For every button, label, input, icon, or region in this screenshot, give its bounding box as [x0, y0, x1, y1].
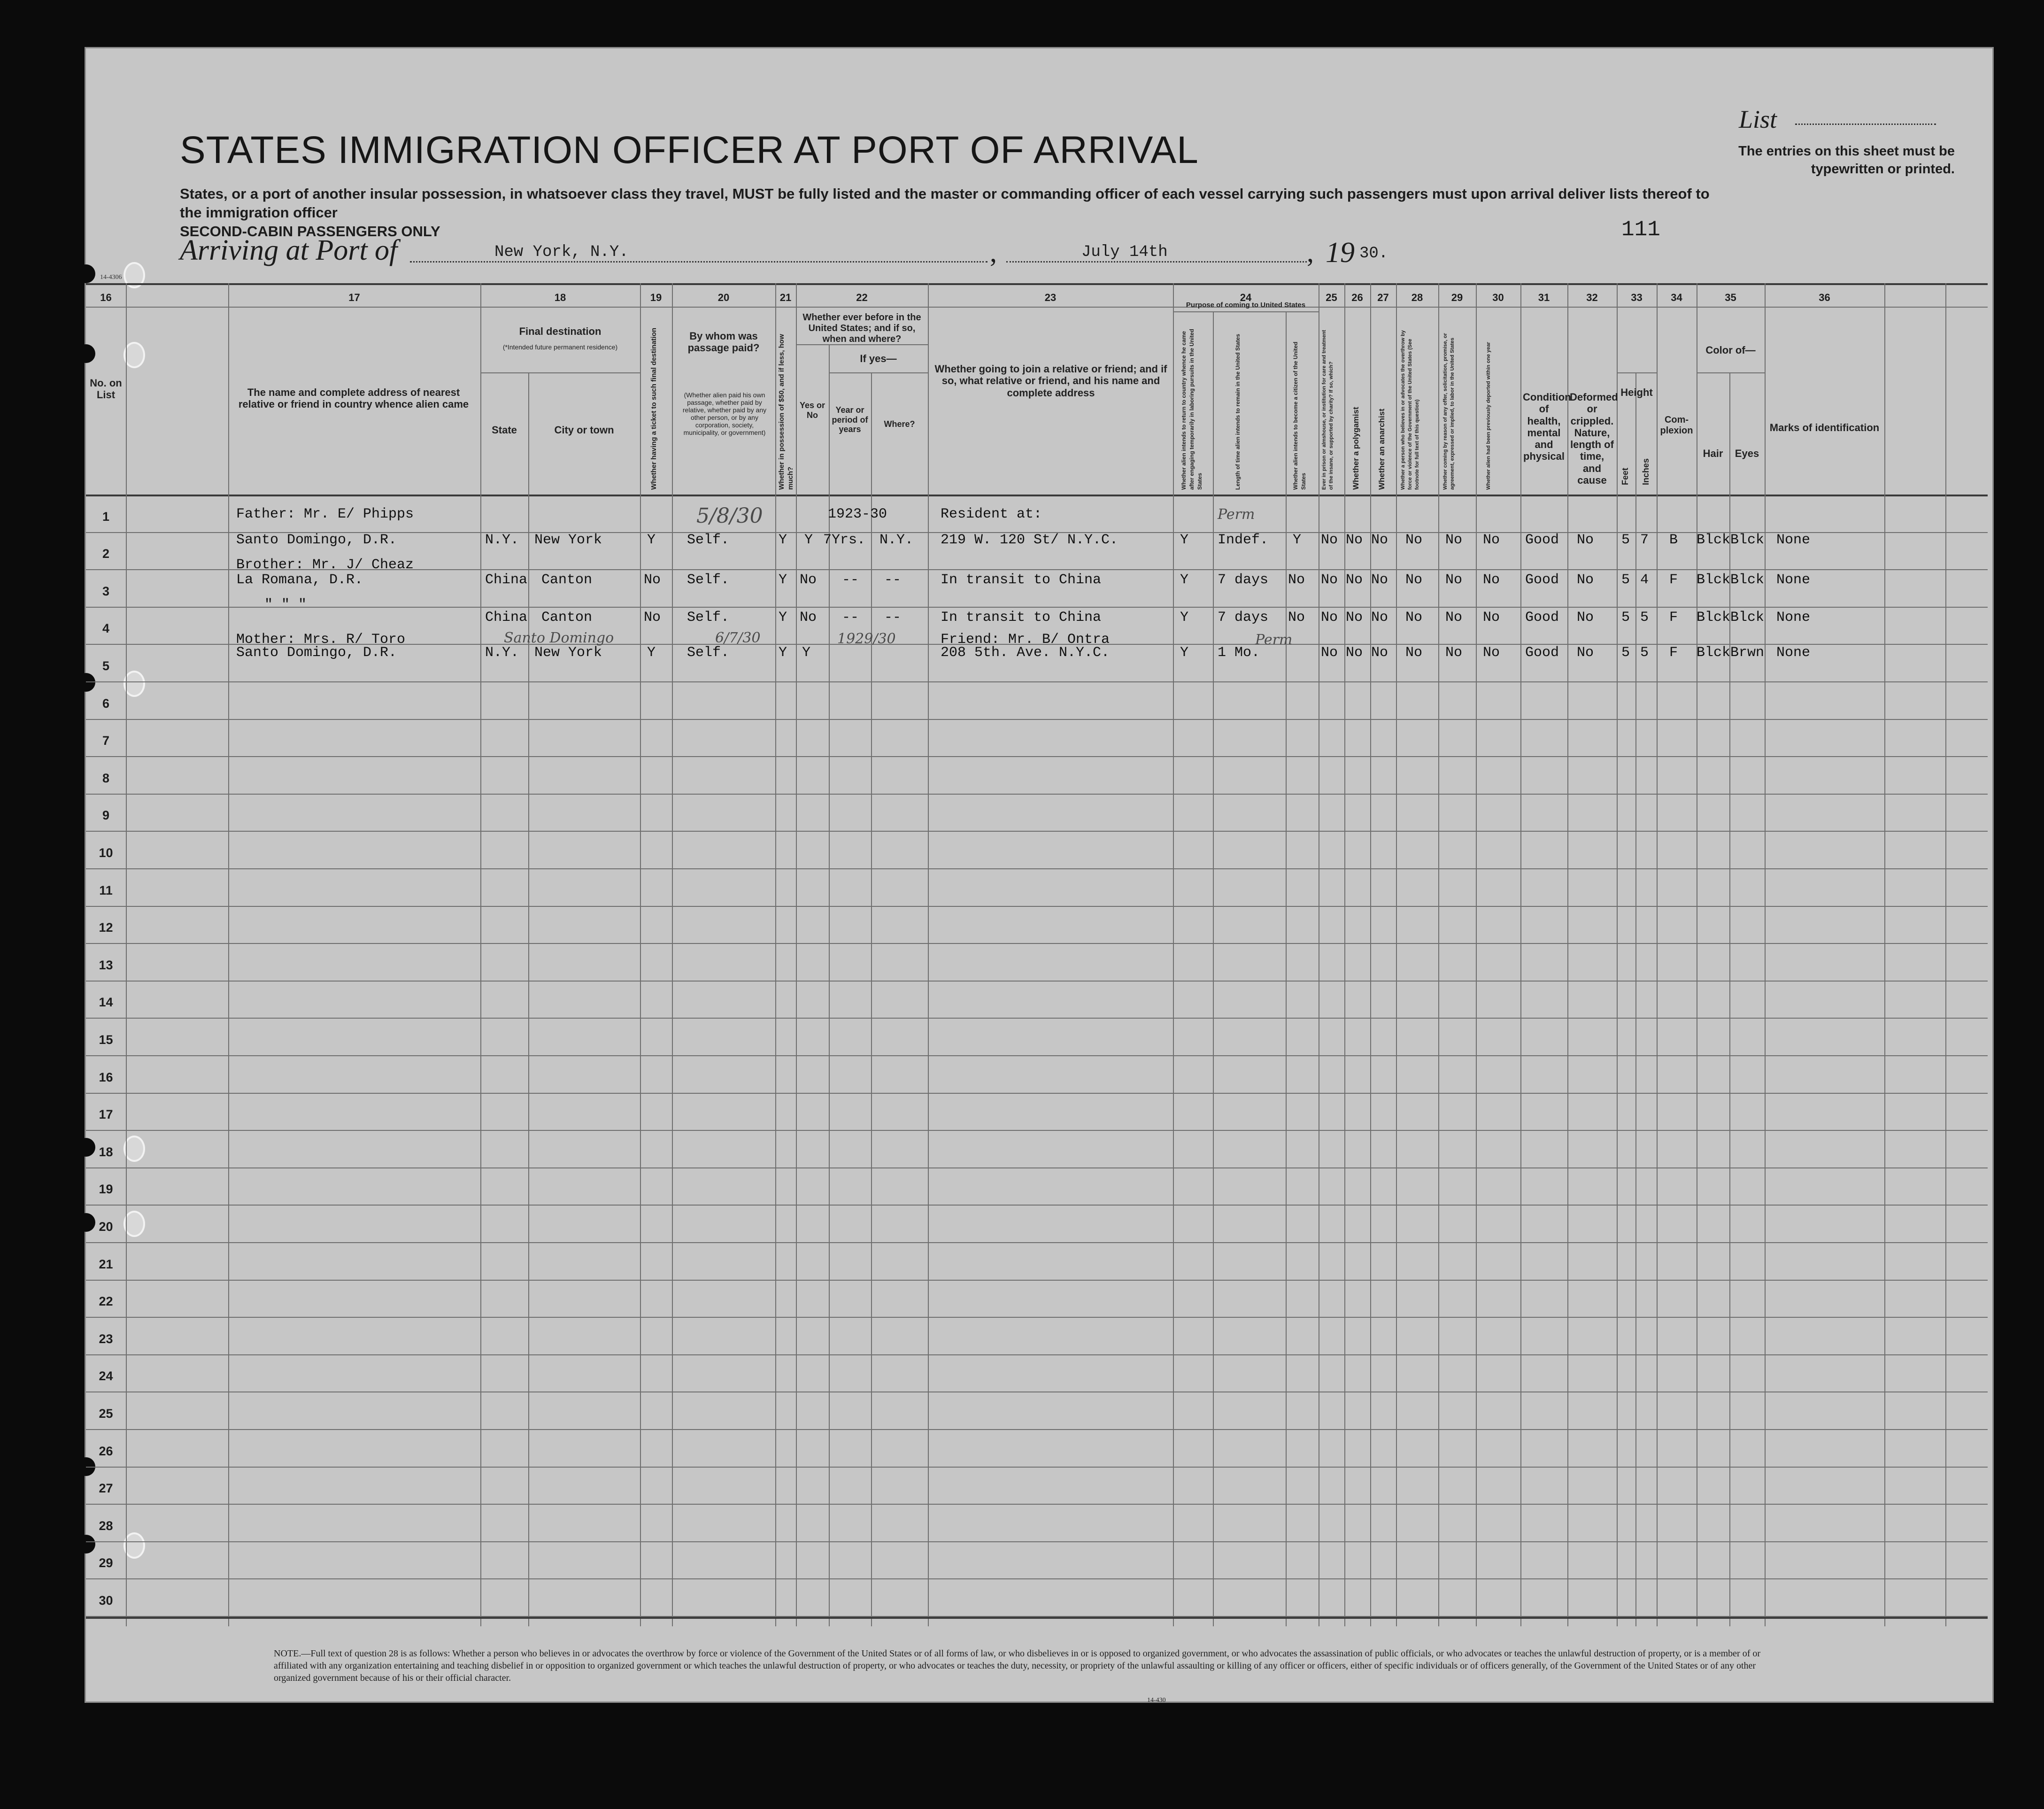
row-number: 11 [99, 883, 113, 897]
colnum-18: 18 [554, 292, 566, 303]
row4-handwritten-destination: Santo Domingo [504, 630, 614, 646]
row4-handwritten-date: 6/7/30 [715, 630, 761, 646]
row-number: 23 [99, 1331, 113, 1346]
row2-before: No [800, 572, 817, 588]
row-rule [86, 607, 1988, 608]
row4-handwritten-perm: Perm [1255, 632, 1293, 648]
row2-paid-by: Self. [687, 572, 730, 588]
colnum-24: 24 [1240, 292, 1252, 303]
header-no-on-list: No. on List [90, 377, 122, 401]
row-number: 1 [102, 509, 110, 524]
row-number: 3 [102, 584, 110, 598]
page-title: STATES IMMIGRATION OFFICER AT PORT OF ARRIVAL [180, 129, 1199, 171]
row2-prison: No [1321, 572, 1338, 588]
header-yes-no: Yes or No [799, 401, 825, 420]
binder-hole [77, 264, 95, 283]
row2-purpose-citizen: No [1288, 572, 1305, 588]
row1-years: 7Yrs. [823, 532, 866, 548]
row4-overthrow: No [1405, 645, 1423, 661]
row1-hair: Blck [1697, 532, 1731, 548]
row-number: 14 [99, 995, 113, 1010]
header-height: Height [1620, 387, 1653, 398]
row4-purpose-length: 1 Mo. [1218, 645, 1260, 661]
row3-purpose-return: Y [1180, 610, 1189, 626]
row-number: 13 [99, 958, 113, 972]
row3-joining-line1: In transit to China [941, 610, 1102, 626]
colnum-36: 36 [1819, 292, 1830, 303]
row2-labor-offer: No [1445, 572, 1463, 588]
row-number: 8 [102, 771, 110, 785]
row-number: 24 [99, 1369, 113, 1384]
row3-years: -- [842, 610, 859, 626]
colnum-31: 31 [1538, 292, 1550, 303]
row3-purpose-citizen: No [1288, 610, 1305, 626]
row1-health: Good [1525, 532, 1559, 548]
row4-money: Y [779, 645, 787, 661]
row-rule [86, 1467, 1988, 1468]
row3-overthrow: No [1405, 610, 1423, 626]
row3-inches: 5 [1640, 610, 1649, 626]
row4-eyes: Brwn [1730, 645, 1765, 661]
colnum-17: 17 [348, 292, 360, 303]
colnum-21: 21 [779, 292, 792, 303]
header-anarchist: Whether an anarchist [1377, 409, 1386, 490]
comma: , [990, 237, 997, 268]
colnum-30: 30 [1492, 292, 1504, 303]
row1-labor-offer: No [1445, 532, 1463, 548]
colnum-20: 20 [717, 292, 730, 303]
footnote: NOTE.—Full text of question 28 is as follows: Whether a person who believes in or advocates the overthrow by force or violence of the Government of the United States or of all forms of law, or who disbelieves in or is opposed to organized government, or who advocates the assassination of public officials, or who advocates or teaches the unlawful destruction of property, or is a member of or affiliated with any organization entertaining and teaching disbelief in or opposition to organized government or which teaches the unlawful destruction of property, or who advocates or teaches the duty, necessity, or propriety of the unlawful assaulting or killing of any officer or officers, either of specific individuals or of officers generally, of the Government of the United States or of any other organized government because of his or their official character. [274, 1648, 1761, 1683]
row1-overthrow: No [1405, 532, 1423, 548]
list-number-line [1795, 124, 1936, 125]
header-city: City or town [554, 424, 614, 436]
row1-before: Y [804, 532, 813, 548]
row2-relative-line2: La Romana, D.R. [236, 572, 363, 588]
row4-paid-by: Self. [687, 645, 730, 661]
date-line [1006, 261, 1307, 263]
row-rule [86, 868, 1988, 869]
row4-health: Good [1525, 645, 1559, 661]
arriving-label: Arriving at Port of [180, 234, 398, 266]
row-number: 28 [99, 1518, 113, 1533]
colnum-25: 25 [1326, 292, 1337, 303]
row2-feet: 5 [1621, 572, 1630, 588]
header-purpose-length: Length of time alien intends to remain in the United States [1234, 333, 1241, 490]
table-bottom-rule [86, 1617, 1988, 1619]
row2-money: Y [779, 572, 787, 588]
header-if-yes: If yes— [860, 353, 897, 364]
row3-deformed: No [1577, 610, 1594, 626]
colnum-32: 32 [1586, 292, 1598, 303]
row4-prison: No [1321, 645, 1338, 661]
row1-relative-line2: Santo Domingo, D.R. [236, 532, 397, 548]
row-number: 25 [99, 1407, 113, 1421]
port-value: New York, N.Y. [494, 243, 629, 261]
row-rule [86, 1055, 1988, 1056]
row-rule [86, 681, 1988, 682]
row1-purpose-citizen: Y [1293, 532, 1302, 548]
row4-deformed: No [1577, 645, 1594, 661]
row2-purpose-length: 7 days [1218, 572, 1269, 588]
header-inches: Inches [1641, 458, 1651, 485]
row-rule [86, 1093, 1988, 1094]
row3-where: -- [884, 610, 902, 626]
row-rule [86, 1167, 1988, 1168]
row3-state: China [485, 610, 528, 626]
colnum-rule [86, 307, 1988, 308]
header-complexion: Com-plexion [1660, 415, 1693, 436]
header-health: Condition of health, mental and physical [1523, 391, 1571, 463]
row2-joining-line1: In transit to China [941, 572, 1102, 588]
header-polygamist: Whether a polygamist [1351, 407, 1360, 490]
row-rule [86, 794, 1988, 795]
header-deformed: Deformed or crippled. Nature, length of time, and cause [1570, 391, 1618, 487]
header-labor-offer: Whether coming by reason of any offer, solicitation, promise, or agreement, expressed or implied, to labor in the United States [1442, 333, 1455, 490]
row4-purpose-return: Y [1180, 645, 1189, 661]
row1-joining-line1: Resident at: [941, 506, 1042, 522]
row4-complexion: F [1669, 645, 1678, 661]
row2-polygamist: No [1346, 572, 1363, 588]
row2-deformed: No [1577, 572, 1594, 588]
row-rule [86, 831, 1988, 832]
row3-paid-by: Self. [687, 610, 730, 626]
header-years: Year or period of years [832, 405, 868, 434]
colnum-19: 19 [650, 292, 662, 303]
row-number: 5 [102, 659, 110, 673]
header-overthrow: Whether a person who believes in or advocates the overthrow by force or violence of the Government of the United States (See footnote for full text of this question) [1400, 330, 1420, 490]
row3-ticket: No [644, 610, 661, 626]
row-rule [86, 1504, 1988, 1505]
row4-inches: 5 [1640, 645, 1649, 661]
year-prefix: 19 [1326, 237, 1355, 269]
row1-money: Y [779, 532, 787, 548]
header-purpose-return: Whether alien intends to return to country whence he came after engaging temporarily in laboring pursuits in the United States [1180, 329, 1203, 490]
row3-marks: None [1776, 610, 1811, 626]
row-rule [86, 1280, 1988, 1281]
header-joining-relative: Whether going to join a relative or friend; and if so, what relative or friend, and his name and complete address [934, 363, 1167, 399]
row-number: 20 [99, 1220, 113, 1234]
row4-marks: None [1776, 645, 1811, 661]
row-number: 18 [99, 1144, 113, 1159]
header-prison: Ever in prison or almshouse, or institution for care and treatment of the insane, or supported by charity? If so, which? [1321, 330, 1334, 490]
sheet-number: 111 [1621, 217, 1660, 242]
row3-eyes: Blck [1730, 610, 1765, 626]
row1-handwritten-perm: Perm [1218, 506, 1255, 523]
row1-polygamist: No [1346, 532, 1363, 548]
subtitle [180, 185, 1729, 241]
row4-labor-offer: No [1445, 645, 1463, 661]
row4-hair: Blck [1697, 645, 1731, 661]
header-marks: Marks of identification [1769, 422, 1880, 433]
row1-prison: No [1321, 532, 1338, 548]
row-number: 2 [102, 547, 110, 561]
row2-where: -- [884, 572, 902, 588]
row1-relative-line1: Father: Mr. E/ Phipps [236, 506, 414, 522]
row4-city: New York [534, 645, 602, 661]
row2-years: -- [842, 572, 859, 588]
row2-ticket: No [644, 572, 661, 588]
row4-feet: 5 [1621, 645, 1630, 661]
row-rule [86, 1354, 1988, 1355]
colnum-26: 26 [1351, 292, 1363, 303]
row1-joining-line2: 219 W. 120 St/ N.Y.C. [941, 532, 1118, 548]
row2-overthrow: No [1405, 572, 1423, 588]
colnum-27: 27 [1377, 292, 1389, 303]
row1-state: N.Y. [485, 532, 519, 548]
row2-marks: None [1776, 572, 1811, 588]
row2-inches: 4 [1640, 572, 1649, 588]
comma: , [1307, 237, 1314, 268]
row2-deported: No [1483, 572, 1500, 588]
row3-prison: No [1321, 610, 1338, 626]
row-rule [86, 756, 1988, 757]
row1-purpose-return: Y [1180, 532, 1189, 548]
row-rule [86, 1018, 1988, 1019]
row-rule [86, 1242, 1988, 1243]
row4-anarchist: No [1371, 645, 1388, 661]
colnum-34: 34 [1671, 292, 1682, 303]
row-number: 7 [102, 734, 110, 748]
row-number: 4 [102, 621, 110, 636]
row4-deported: No [1483, 645, 1500, 661]
header-feet: Feet [1620, 467, 1630, 485]
header-nearest-relative: The name and complete address of nearest relative or friend in country whence alien came [238, 387, 469, 410]
row1-complexion: B [1669, 532, 1678, 548]
row3-feet: 5 [1621, 610, 1630, 626]
row-rule [86, 1578, 1988, 1579]
row-rule [86, 1130, 1988, 1131]
row4-relative-line1: Mother: Mrs. R/ Toro [236, 632, 406, 648]
header-passage-paid: By whom was passage paid? [687, 330, 760, 354]
header-purpose-citizen: Whether alien intends to become a citizen of the United States [1292, 341, 1307, 490]
row-rule [86, 1205, 1988, 1206]
header-final-destination: Final destination [519, 325, 602, 337]
row1-anarchist: No [1371, 532, 1388, 548]
subtitle-line-2: SECOND-CABIN PASSENGERS ONLY [180, 223, 440, 240]
header-ticket: Whether having a ticket to such final destination [650, 327, 658, 490]
row3-relative-ditto: " " " [264, 597, 307, 613]
row1-feet: 5 [1621, 532, 1630, 548]
row2-complexion: F [1669, 572, 1678, 588]
row1-years-range: 1923-30 [828, 506, 887, 522]
row3-hair: Blck [1697, 610, 1731, 626]
row-number: 27 [99, 1481, 113, 1496]
colnum-22: 22 [856, 292, 868, 303]
row2-health: Good [1525, 572, 1559, 588]
row3-complexion: F [1669, 610, 1678, 626]
table-top-rule [86, 283, 1988, 285]
header-hair: Hair [1703, 448, 1723, 459]
footnote-code: 14-430 [1147, 1697, 1166, 1704]
row1-deformed: No [1577, 532, 1594, 548]
header-fifty-dollars: Whether in possession of $50, and if less, how much? [778, 334, 794, 490]
row-rule [86, 981, 1988, 982]
list-label: List [1739, 105, 1777, 133]
subtitle-line-1: States, or a port of another insular possession, in whatsoever class they travel, MUST be fully listed and the master or commanding officer of each vessel carrying such passengers must upon arrival deliver lists thereof to the immigration officer [180, 186, 1710, 221]
header-eyes: Eyes [1735, 448, 1759, 459]
header-state: State [492, 424, 517, 436]
row-rule [86, 943, 1988, 944]
colnum-16: 16 [100, 292, 112, 303]
row4-polygamist: No [1346, 645, 1363, 661]
manifest-sheet [85, 47, 1994, 1703]
row3-before: No [800, 610, 817, 626]
row-number: 21 [99, 1257, 113, 1271]
row3-labor-offer: No [1445, 610, 1463, 626]
row3-polygamist: No [1346, 610, 1363, 626]
row-number: 29 [99, 1556, 113, 1570]
header-purpose: Purpose of coming to United States [1186, 301, 1306, 309]
row2-city: Canton [541, 572, 593, 588]
colnum-29: 29 [1451, 292, 1463, 303]
row1-where: N.Y. [879, 532, 914, 548]
row-number: 9 [102, 808, 110, 823]
row2-anarchist: No [1371, 572, 1388, 588]
row4-handwritten-years: 1929/30 [837, 631, 896, 647]
row1-city: New York [534, 532, 602, 548]
row1-purpose-length: Indef. [1218, 532, 1269, 548]
row2-purpose-return: Y [1180, 572, 1189, 588]
row1-handwritten-date: 5/8/30 [696, 504, 763, 528]
row2-eyes: Blck [1730, 572, 1765, 588]
row2-hair: Blck [1697, 572, 1731, 588]
row4-relative-line2: Santo Domingo, D.R. [236, 645, 397, 661]
port-line [410, 261, 987, 263]
row-number: 30 [99, 1593, 113, 1608]
row-rule [86, 906, 1988, 907]
row4-state: N.Y. [485, 645, 519, 661]
row3-anarchist: No [1371, 610, 1388, 626]
row-number: 10 [99, 846, 113, 860]
entries-note: The entries on this sheet must be typewritten or printed. [1738, 144, 1955, 177]
row-number: 26 [99, 1444, 113, 1458]
header-bottom-rule [86, 495, 1988, 496]
colnum-28: 28 [1411, 292, 1423, 303]
row-number: 12 [99, 920, 113, 935]
row-number: 22 [99, 1294, 113, 1309]
row4-joining-line2: 208 5th. Ave. N.Y.C. [941, 645, 1110, 661]
row3-deported: No [1483, 610, 1500, 626]
row1-marks: None [1776, 532, 1811, 548]
row3-city: Canton [541, 610, 593, 626]
row3-purpose-length: 7 days [1218, 610, 1269, 626]
row-rule [86, 719, 1988, 720]
row1-eyes: Blck [1730, 532, 1765, 548]
header-ever-before: Whether ever before in the United States; and if so, when and where? [802, 312, 921, 344]
colnum-23: 23 [1044, 292, 1057, 303]
colnum-35: 35 [1725, 292, 1736, 303]
row1-deported: No [1483, 532, 1500, 548]
row2-relative-line1: Brother: Mr. J/ Cheaz [236, 557, 414, 573]
row-rule [86, 1317, 1988, 1318]
row3-health: Good [1525, 610, 1559, 626]
row3-money: Y [779, 610, 787, 626]
date-value: July 14th [1081, 243, 1168, 261]
row2-state: China [485, 572, 528, 588]
row1-inches: 7 [1640, 532, 1649, 548]
row-rule [86, 1541, 1988, 1542]
row1-ticket: Y [647, 532, 656, 548]
manifest-table [86, 283, 1988, 1626]
header-where: Where? [884, 419, 915, 429]
year-suffix: 30. [1359, 245, 1388, 263]
row4-ticket: Y [647, 645, 656, 661]
header-passage-paid-note: (Whether alien paid his own passage, whether paid by relative, whether paid by any other person, or by any corporation, society, municipality, or government) [682, 391, 767, 437]
row-number: 16 [99, 1070, 113, 1084]
row4-before: Y [802, 645, 811, 661]
row-number: 17 [99, 1107, 113, 1122]
row-rule [86, 1429, 1988, 1430]
colnum-33: 33 [1631, 292, 1643, 303]
row-number: 15 [99, 1033, 113, 1047]
row-number: 6 [102, 696, 110, 711]
header-final-destination-note: (*Intended future permanent residence) [502, 343, 618, 351]
row4-joining-line1: Friend: Mr. B/ Ontra [941, 632, 1110, 648]
form-number: 14-4306 [100, 274, 122, 281]
row1-paid-by: Self. [687, 532, 730, 548]
header-deported: Whether alien had been previously deported within one year [1486, 342, 1491, 490]
row-number: 19 [99, 1182, 113, 1197]
header-color-of: Color of— [1705, 344, 1756, 356]
